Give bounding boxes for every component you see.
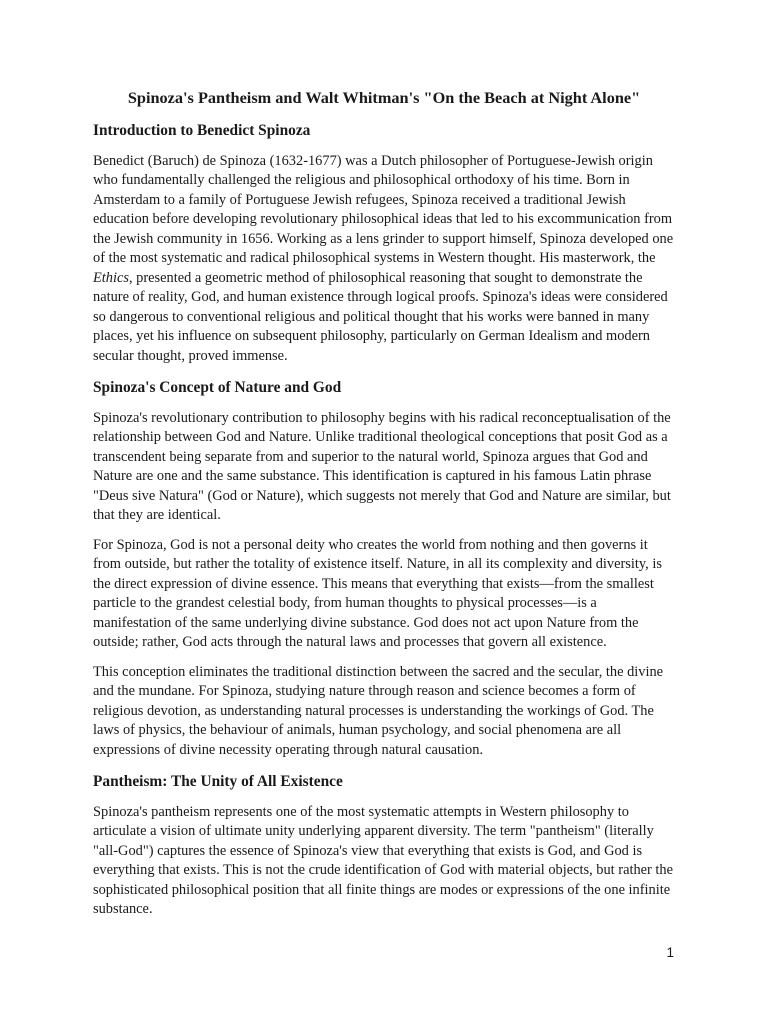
page-number: 1 [666, 945, 674, 960]
section-heading-nature-and-god: Spinoza's Concept of Nature and God [93, 379, 342, 396]
section-heading-introduction: Introduction to Benedict Spinoza [93, 122, 311, 139]
paragraph-nature-god-2: For Spinoza, God is not a personal deity who creates the world from nothing and then governs it from outside, but rather the totality of existence itself. Nature, in all its complexity and diversity, is the direct expression of divine essence. This means that everything that exists—from the smallest particle to the grandest celestial body, from human thoughts to physical processes—is a manifestation of the same underlying divine substance. God does not act upon Nature from the outside; rather, God acts through the natural laws and processes that govern all existence. [93, 536, 662, 650]
document-title: Spinoza's Pantheism and Walt Whitman's "On the Beach at Night Alone" [127, 88, 641, 107]
paragraph-nature-god-3: This conception eliminates the traditional distinction between the sacred and the secular, the divine and the mundane. For Spinoza, studying nature through reason and science becomes a form of religious devotion, as understanding natural processes is understanding the workings of God. The laws of physics, the behaviour of animals, human psychology, and social phenomena are all expressions of divine necessity operating through natural causation. [93, 663, 664, 758]
document-body [93, 121, 677, 930]
paragraph-introduction [93, 152, 677, 367]
book-title-emphasis: Ethics [93, 269, 129, 286]
paragraph-nature-god-1: Spinoza's revolutionary contribution to philosophy begins with his radical reconceptualisation of the relationship between God and Nature. Unlike traditional theological conceptions that posit God as a transcendent being separate from and superior to the natural world, Spinoza argues that God and Nature are one and the same substance. This identification is captured in his famous Latin phrase "Deus sive Natura" (God or Nature), which suggests not merely that God and Nature are similar, but that they are identical. [93, 409, 671, 523]
paragraph-pantheism-1: Spinoza's pantheism represents one of the most systematic attempts in Western philosophy to articulate a vision of ultimate unity underlying apparent diversity. The term "pantheism" (literally "all-God") captures the essence of Spinoza's view that everything that exists is God, and God is everything that exists. This is not the crude identification of God with material objects, but rather the sophisticated philosophical position that all finite things are modes or expressions of the one infinite substance. [93, 803, 674, 917]
section-heading-pantheism: Pantheism: The Unity of All Existence [93, 773, 343, 790]
paragraph-text: Benedict (Baruch) de Spinoza (1632-1677) was a Dutch philosopher of Portuguese-Jewish origin who fundamentally challenged the religious and philosophical orthodoxy of his time. Born in Amsterdam to a family of Portuguese Jewish refugees, Spinoza received a traditional Jewish education before developing revolutionary philosophical ideas that led to his excommunication from the Jewish community in 1656. Working as a lens grinder to support himself, Spinoza developed one of the most systematic and radical philosophical systems in Western thought. His masterwork, the [93, 152, 674, 266]
paragraph-text: , presented a geometric method of philosophical reasoning that sought to demonstrate the nature of reality, God, and human existence through logical proofs. Spinoza's ideas were considered so dangerous to conventional religious and political thought that his works were banned in many places, yet his influence on subsequent philosophy, particularly on German Idealism and modern secular thought, proved immense. [93, 269, 668, 364]
